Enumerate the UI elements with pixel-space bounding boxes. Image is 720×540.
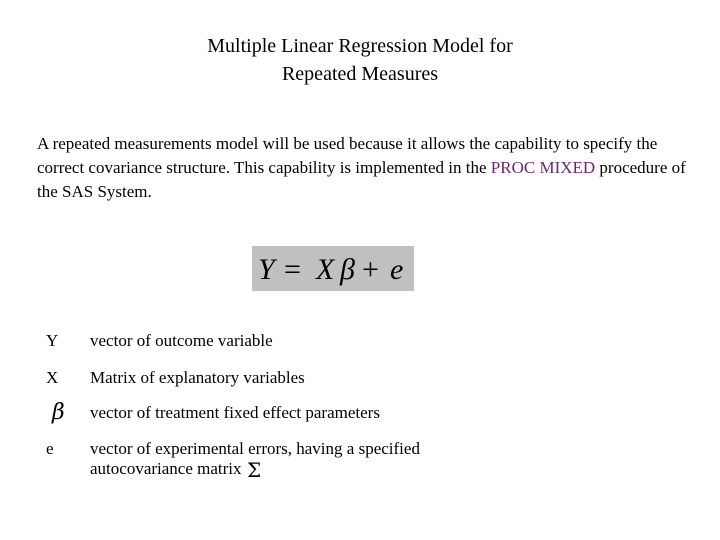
title-line-1: Multiple Linear Regression Model for (207, 35, 513, 57)
formula-x: X (316, 253, 335, 286)
intro-text-after: procedure of the SAS System. (37, 158, 686, 201)
svg-text:β: β (52, 400, 65, 425)
definition-desc-y: vector of outcome variable (90, 331, 273, 350)
formula-equals: = (284, 253, 301, 286)
slide-title (0, 32, 720, 88)
formula-plus: + (362, 253, 379, 286)
intro-paragraph (37, 132, 697, 204)
formula-e: e (390, 253, 404, 286)
definition-symbol-x: X (46, 368, 59, 387)
definition-desc-e-line-2: autocovariance matrix (90, 459, 242, 478)
definition-desc-e-line-1: vector of experimental errors, having a specified (90, 439, 420, 458)
svg-text:Σ: Σ (246, 459, 261, 482)
proc-mixed-highlight: PROC MIXED (490, 158, 596, 177)
intro-text-before: A repeated measurements model will be used because it allows the capability to specify the correct covariance structure. This capability is implemented in the (37, 134, 658, 177)
formula-y: Y (258, 253, 275, 286)
definition-desc-e (90, 439, 650, 481)
definition-desc-x: Matrix of explanatory variables (90, 368, 305, 387)
sigma-icon (246, 459, 268, 481)
beta-icon (50, 399, 76, 427)
formula-graphic (252, 246, 414, 291)
formula-beta: β (340, 253, 355, 286)
title-line-2: Repeated Measures (281, 63, 439, 85)
definition-desc-e-line-2-wrap (90, 459, 650, 481)
model-formula (252, 246, 414, 291)
definition-symbol-y: Y (46, 331, 59, 350)
definition-desc-beta: vector of treatment fixed effect parameters (90, 403, 380, 422)
definition-symbol-e: e (46, 439, 54, 458)
